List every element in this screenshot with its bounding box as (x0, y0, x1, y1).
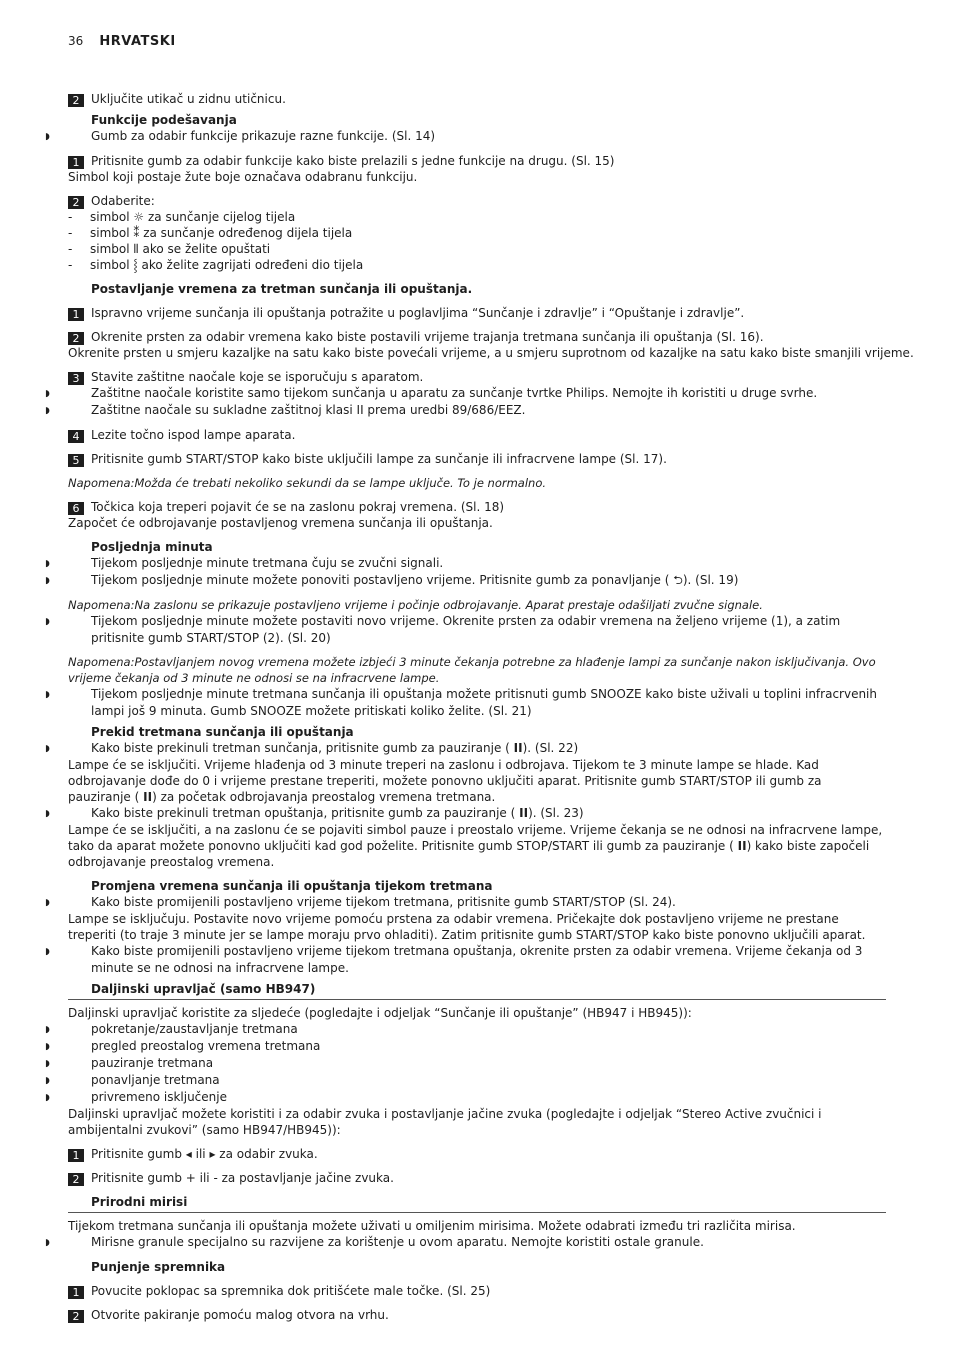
bullet-icon: ◗ (45, 406, 50, 416)
pause-icon: II (143, 790, 153, 804)
step-number: 1 (68, 156, 84, 169)
step-number: 2 (68, 94, 84, 107)
bullet-item: ◗ Tijekom posljednje minute možete ponoviti postavljeno vrijeme. Pritisnite gumb za ponavljanje ( ⮌). (Sl. 19) (45, 573, 739, 587)
section-heading: Postavljanje vremena za tretman sunčanja ili opuštanja. (91, 282, 473, 296)
note: Napomena:Možda će trebati nekoliko sekundi da se lampe uključe. To je normalno. (68, 476, 547, 490)
page-header (68, 34, 176, 49)
bullet-item: ◗ Zaštitne naočale koristite samo tijekom sunčanja u aparatu za sunčanje tvrtke Philips. Nemojte ih koristiti u druge svrhe. (45, 386, 818, 400)
bullet-icon: ◗ (45, 947, 50, 957)
bullet-item: ◗ Tijekom posljednje minute možete postaviti novo vrijeme. Okrenite prsten za odabir vremena na željeno vrijeme (1), a zatim pritisnite gumb START/STOP (2). (Sl. 20) (45, 614, 841, 645)
paragraph: Simbol koji postaje žute boje označava odabranu funkciju. (68, 170, 418, 184)
step-number: 1 (68, 1286, 84, 1299)
bullet-icon: ◗ (45, 1238, 50, 1248)
bullet-icon: ◗ (45, 690, 50, 700)
note: Napomena:Na zaslonu se prikazuje postavljeno vrijeme i počinje odbrojavanje. Aparat prestaje odašiljati zvučne signale. (68, 598, 763, 612)
bullet-icon: ◗ (45, 617, 50, 627)
bullet-icon: ◗ (45, 1093, 50, 1103)
bullet-item: ◗ Kako biste promijenili postavljeno vrijeme tijekom tretmana, pritisnite gumb START/STOP (Sl. 24). (45, 895, 676, 909)
step: 2 Okrenite prsten za odabir vremena kako biste postavili vrijeme trajanja tretmana sunčanja ili opuštanja (Sl. 16). (68, 329, 886, 345)
page-content (45, 91, 914, 1323)
step: 1 Ispravno vrijeme sunčanja ili opuštanja potražite u poglavljima “Sunčanje i zdravlje” i “Opuštanje i zdravlje”. (68, 305, 886, 321)
pause-icon: II (519, 806, 529, 820)
bullet-icon: ◗ (45, 576, 50, 586)
left-arrow-icon: ◂ (185, 1147, 192, 1161)
step: 2 Pritisnite gumb + ili - za postavljanje jačine zvuka. (68, 1170, 886, 1186)
bullet-item: ◗ Tijekom posljednje minute tretmana sunčanja ili opuštanja možete pritisnuti gumb SNOOZE kako biste uživali u toplini infracrvenih lampi još 9 minuta. Gumb SNOOZE možete pritiskati koliko želite. (Sl. 21) (45, 687, 877, 718)
bullet-item: ◗ Gumb za odabir funkcije prikazuje razne funkcije. (Sl. 14) (45, 129, 436, 143)
section-heading: Posljednja minuta (91, 540, 213, 554)
dash-item: - simbol ☼ za sunčanje cijelog tijela (68, 210, 296, 224)
pause-icon: II (513, 741, 523, 755)
step-number: 5 (68, 454, 84, 467)
paragraph: Lampe se isključuju. Postavite novo vrijeme pomoću prstena za odabir vremena. Pričekajte dok postavljeno vrijeme ne prestane treperiti (to traje 3 minute jer se lampe moraju prvo ohladiti). Zatim pritisnite gumb START/STOP kako biste ponovno uključili aparat. (68, 912, 866, 942)
step-number: 6 (68, 502, 84, 515)
paragraph: Lampe će se isključiti. Vrijeme hlađenja od 3 minute treperi na zaslonu i odbrojava. Tijekom te 3 minute lampe se hlade. Kad odbrojavanje dođe do 0 i vrijeme prestane treperiti, možete ponovno uključiti aparat. Pritisnite gumb START/STOP ili gumb za pauziranje ( II) za početak odbrojavanja preostalog vremena tretmana. (68, 758, 822, 804)
dash-item: - simbol ⸾ ako želite zagrijati određeni dio tijela (68, 258, 364, 272)
bullet-item: ◗ pokretanje/zaustavljanje tretmana (45, 1022, 298, 1036)
bullet-icon: ◗ (45, 1042, 50, 1052)
bullet-icon: ◗ (45, 809, 50, 819)
step: 2 Otvorite pakiranje pomoću malog otvora na vrhu. (68, 1307, 886, 1323)
step: 1 Pritisnite gumb ◂ ili ▸ za odabir zvuka. (68, 1146, 886, 1162)
paragraph: Daljinski upravljač koristite za sljedeće (pogledajte i odjeljak “Sunčanje ili opuštanje” (HB947 i HB945)): (68, 1006, 692, 1020)
step-number: 1 (68, 308, 84, 321)
step: 3 Stavite zaštitne naočale koje se isporučuju s aparatom. (68, 369, 886, 385)
paragraph: Započet će odbrojavanje postavljenog vremena sunčanja ili opuštanja. (68, 516, 493, 530)
bullet-icon: ◗ (45, 1059, 50, 1069)
section-heading: Daljinski upravljač (samo HB947) (68, 981, 886, 1000)
step-number: 1 (68, 1149, 84, 1162)
bullet-item: ◗ Kako biste promijenili postavljeno vrijeme tijekom tretmana opuštanja, okrenite prsten za odabir vremena. Vrijeme čekanja od 3 minute se ne odnosi na infracrvene lampe. (45, 944, 863, 975)
bullet-item: ◗ ponavljanje tretmana (45, 1073, 220, 1087)
pause-icon: II (737, 839, 747, 853)
step: 1 Pritisnite gumb za odabir funkcije kako biste prelazili s jedne funkcije na drugu. (Sl. 15) (68, 153, 886, 169)
step: 2 Uključite utikač u zidnu utičnicu. (68, 91, 886, 107)
sun-icon: ☼ (133, 210, 145, 224)
step: 5 Pritisnite gumb START/STOP kako biste uključili lampe za sunčanje ili infracrvene lampe (Sl. 17). (68, 451, 886, 467)
bullet-item: ◗ privremeno isključenje (45, 1090, 227, 1104)
bullet-icon: ◗ (45, 559, 50, 569)
section-heading: Punjenje spremnika (91, 1260, 226, 1274)
bullet-item: ◗ Zaštitne naočale su sukladne zaštitnoj klasi II prema uredbi 89/686/EEZ. (45, 403, 526, 417)
bullet-icon: ◗ (45, 744, 50, 754)
bullet-icon: ◗ (45, 1076, 50, 1086)
bullet-icon: ◗ (45, 389, 50, 399)
note: Napomena:Postavljanjem novog vremena možete izbjeći 3 minute čekanja potrebne za hlađenje lampi za sunčanje nakon isključivanja. Ovo vrijeme čekanja od 3 minute ne odnosi se na infracrvene lampe. (68, 655, 876, 685)
step-number: 4 (68, 430, 84, 443)
section-heading: Funkcije podešavanja (91, 113, 237, 127)
bullet-icon: ◗ (45, 132, 50, 142)
page-number: 36 (68, 34, 84, 48)
step: 2 Odaberite: (68, 193, 886, 209)
language-title: HRVATSKI (99, 34, 176, 49)
bullet-icon: ◗ (45, 898, 50, 908)
paragraph: Okrenite prsten u smjeru kazaljke na satu kako biste povećali vrijeme, a u smjeru suprotnom od kazaljke na satu kako biste smanjili vrijeme. (68, 346, 914, 360)
section-heading: Prekid tretmana sunčanja ili opuštanja (91, 725, 354, 739)
bullet-item: ◗ Kako biste prekinuli tretman sunčanja, pritisnite gumb za pauziranje ( II). (Sl. 22) (45, 741, 579, 755)
step-number: 2 (68, 332, 84, 345)
heat-icon: ⸾ (133, 258, 138, 272)
paragraph: Daljinski upravljač možete koristiti i za odabir zvuka i postavljanje jačine zvuka (pogledajte i odjeljak “Stereo Active zvučnici i ambijentalni zvukovi” (samo HB947/HB945)): (68, 1107, 822, 1137)
dash-item: - simbol ⦀ ako se želite opuštati (68, 242, 271, 256)
step-number: 2 (68, 1310, 84, 1323)
step-number: 2 (68, 1173, 84, 1186)
bullet-item: ◗ pauziranje tretmana (45, 1056, 214, 1070)
section-heading: Prirodni mirisi (68, 1194, 886, 1213)
step: 1 Povucite poklopac sa spremnika dok pritišćete male točke. (Sl. 25) (68, 1283, 886, 1299)
step-number: 3 (68, 372, 84, 385)
partial-sun-icon: ⁑ (133, 226, 140, 240)
step: 4 Lezite točno ispod lampe aparata. (68, 427, 886, 443)
bullet-item: ◗ Mirisne granule specijalno su razvijene za korištenje u ovom aparatu. Nemojte koristiti ostale granule. (45, 1235, 704, 1249)
bullet-item: ◗ pregled preostalog vremena tretmana (45, 1039, 321, 1053)
section-heading: Promjena vremena sunčanja ili opuštanja tijekom tretmana (91, 879, 493, 893)
dash-item: - simbol ⁑ za sunčanje određenog dijela tijela (68, 226, 353, 240)
paragraph: Lampe će se isključiti, a na zaslonu će se pojaviti simbol pauze i preostalo vrijeme. Vrijeme čekanja se ne odnosi na infracrvene lampe, tako da aparat možete ponovno uključiti kad god poželite. Pritisnite gumb STOP/START ili gumb za pauziranje ( II) kako biste započeli odbrojavanje preostalog vremena. (68, 823, 883, 869)
paragraph: Tijekom tretmana sunčanja ili opuštanja možete uživati u omiljenim mirisima. Možete odabrati između tri različita mirisa. (68, 1219, 796, 1233)
right-arrow-icon: ▸ (209, 1147, 216, 1161)
step: 6 Točkica koja treperi pojavit će se na zaslonu pokraj vremena. (Sl. 18) (68, 499, 886, 515)
bullet-item: ◗ Tijekom posljednje minute tretmana čuju se zvučni signali. (45, 556, 444, 570)
repeat-icon: ⮌ (673, 573, 683, 587)
bullet-icon: ◗ (45, 1025, 50, 1035)
step-number: 2 (68, 196, 84, 209)
relax-icon: ⦀ (133, 242, 139, 256)
bullet-item: ◗ Kako biste prekinuli tretman opuštanja, pritisnite gumb za pauziranje ( II). (Sl. 23) (45, 806, 584, 820)
